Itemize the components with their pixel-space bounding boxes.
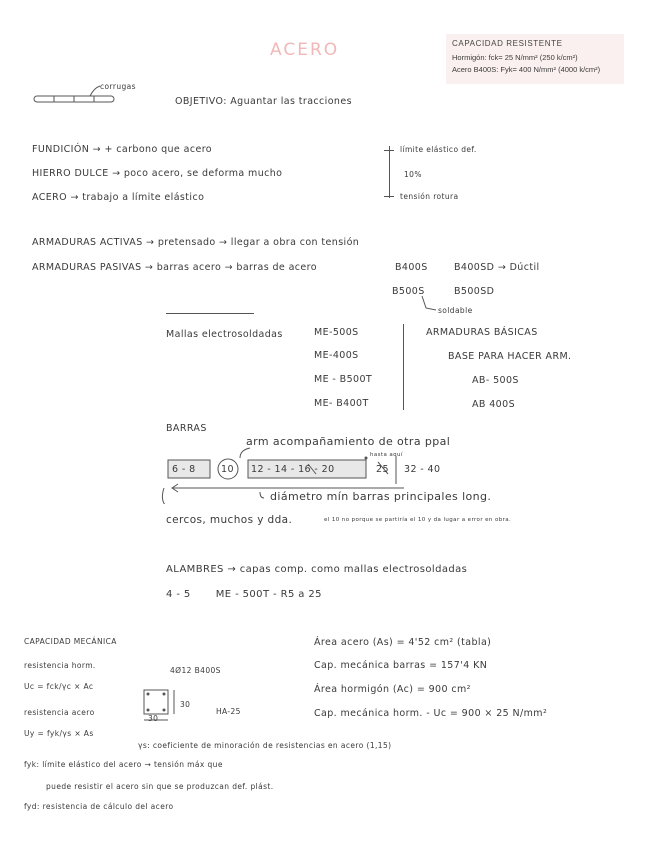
alambres-line-1: ALAMBRES → capas comp. como mallas electrosoldadas	[166, 564, 468, 575]
scale-limite: límite elástico def.	[400, 145, 477, 154]
box-heading: CAPACIDAD RESISTENTE	[452, 39, 563, 48]
area-acero: Área acero (As) = 4'52 cm² (tabla)	[314, 637, 492, 648]
soldable-label: soldable	[438, 306, 473, 315]
malla-item: ME- B400T	[314, 398, 369, 409]
barras-seq-5: 32 - 40	[404, 464, 441, 475]
barras-label: BARRAS	[166, 423, 207, 434]
barras-seq-1: 6 - 8	[172, 464, 196, 475]
objetivo-text: OBJETIVO: Aguantar las tracciones	[175, 96, 352, 107]
basicas-title: ARMADURAS BÁSICAS	[426, 327, 538, 338]
hasta-aqui: hasta aquí	[370, 452, 403, 458]
scale-tick-bottom	[384, 196, 394, 197]
alambres-line-2: 4 - 5 ME - 500T - R5 a 25	[166, 589, 322, 600]
scale-tick-top	[384, 150, 394, 151]
res-horm-label: resistencia horm.	[24, 661, 96, 670]
box-line-acero: Acero B400S: Fyk= 400 N/mm² (4000 k/cm²)	[452, 65, 601, 74]
b400sd: B400SD → Dúctil	[454, 262, 540, 273]
box-line-hormigon: Hormigón: fck= 25 N/mm² (250 k/cm²)	[452, 53, 578, 62]
page-title: ACERO	[270, 40, 340, 60]
basicas-item: AB- 500S	[472, 375, 519, 386]
corrugas-label: corrugas	[100, 82, 136, 91]
barras-seq-4: 25	[376, 464, 389, 475]
basicas-sub: BASE PARA HACER ARM.	[448, 351, 572, 362]
mallas-label: Mallas electrosoldadas	[166, 329, 283, 340]
barras-seq-3: 12 - 14 - 16 - 20	[251, 464, 335, 475]
ys-definition: γs: coeficiente de minoración de resistencias en acero (1,15)	[138, 741, 392, 750]
section-dim-w: 30	[148, 714, 159, 723]
scale-rotura: tensión rotura	[400, 192, 459, 201]
uc-formula: Uc = fck/γc × Ac	[24, 682, 94, 691]
barras-note-bottom: diámetro mín barras principales long.	[270, 490, 492, 503]
fyd-definition: fyd: resistencia de cálculo del acero	[24, 802, 174, 811]
armaduras-activas: ARMADURAS ACTIVAS → pretensado → llegar a obra con tensión	[32, 237, 360, 248]
section-label: 4Ø12 B400S	[170, 666, 221, 675]
capacidad-resistente-box	[446, 34, 624, 84]
malla-item: ME - B500T	[314, 374, 373, 385]
material-acero: ACERO → trabajo a límite elástico	[32, 192, 205, 203]
barras-note-top: arm acompañamiento de otra ppal	[246, 435, 451, 448]
fyk-definition-2: puede resistir el acero sin que se produzcan def. plást.	[46, 782, 274, 791]
ha-label: HA-25	[216, 707, 241, 716]
mallas-divider	[166, 313, 254, 314]
scale-10: 10%	[404, 170, 422, 179]
barras-seq-2: 10	[221, 464, 234, 475]
material-fundicion: FUNDICIÓN → + carbono que acero	[32, 144, 212, 155]
malla-item: ME-500S	[314, 327, 359, 338]
malla-item: ME-400S	[314, 350, 359, 361]
mallas-separator	[403, 324, 404, 410]
basicas-item: AB 400S	[472, 399, 515, 410]
b500sd: B500SD	[454, 286, 495, 297]
b500s: B500S	[392, 286, 425, 297]
section-dim-h: 30	[180, 700, 191, 709]
material-hierro-dulce: HIERRO DULCE → poco acero, se deforma mucho	[32, 168, 283, 179]
scale-axis	[389, 146, 390, 198]
cap-barras: Cap. mecánica barras = 157'4 KN	[314, 660, 488, 671]
b400s: B400S	[395, 262, 428, 273]
area-horm: Área hormigón (Ac) = 900 cm²	[314, 684, 471, 695]
barras-cercos: cercos, muchos y dda.	[166, 514, 293, 526]
cap-mecanica-title: CAPACIDAD MECÁNICA	[24, 637, 117, 646]
uy-formula: Uy = fyk/γs × As	[24, 729, 94, 738]
barras-cercos-note: el 10 no porque se partiría el 10 y da lugar a error en obra.	[324, 517, 512, 523]
cap-horm: Cap. mecánica horm. - Uc = 900 × 25 N/mm²	[314, 708, 548, 719]
soldable-arrow	[418, 294, 442, 314]
armaduras-pasivas: ARMADURAS PASIVAS → barras acero → barras de acero	[32, 262, 317, 273]
fyk-definition: fyk: límite elástico del acero → tensión máx que	[24, 760, 223, 769]
res-acero-label: resistencia acero	[24, 708, 95, 717]
